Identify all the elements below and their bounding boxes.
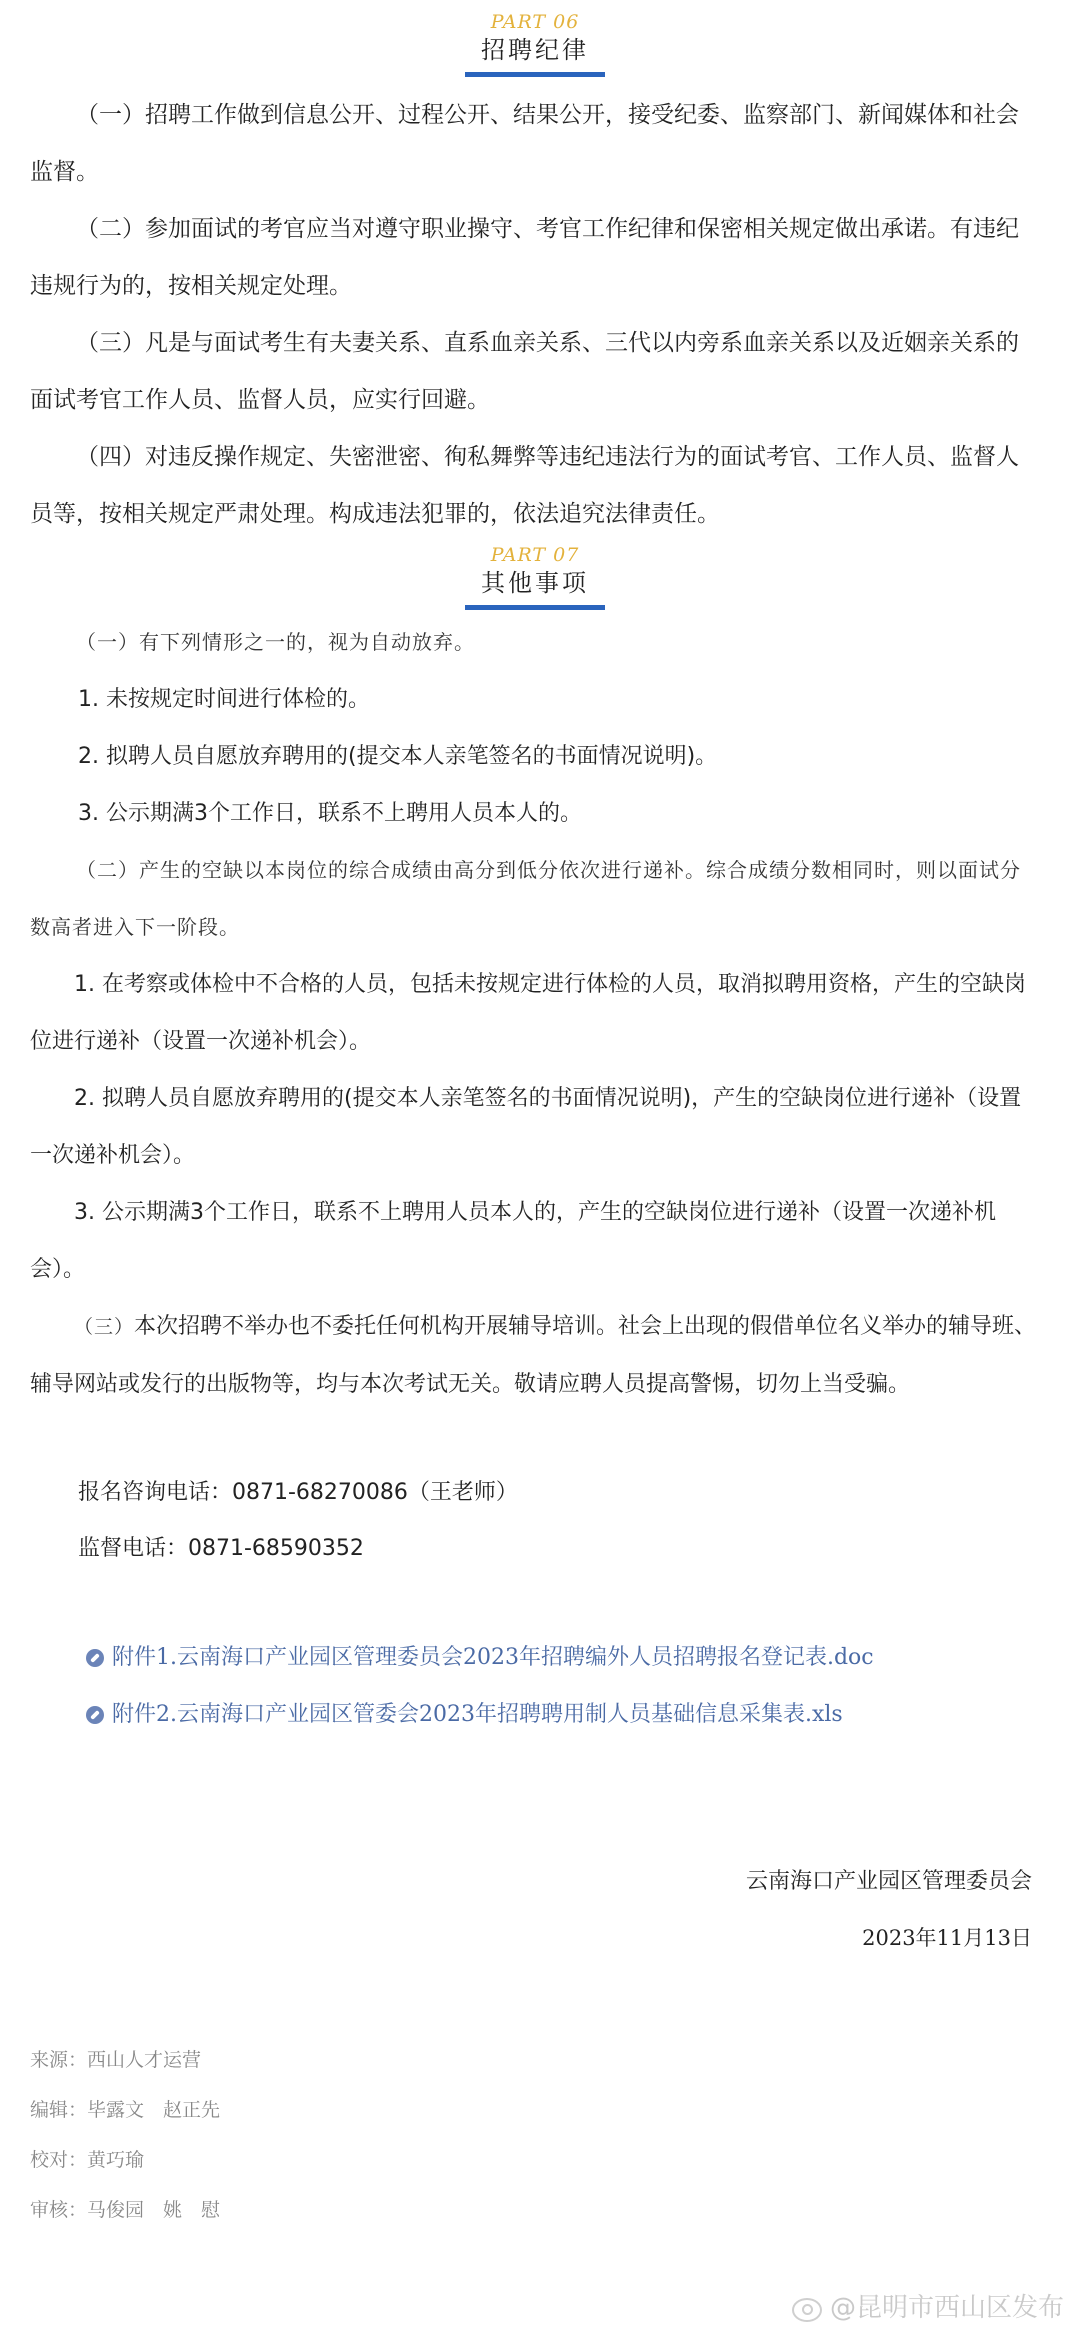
article-body <box>30 0 1040 2235</box>
paragraph-text: 本次招聘不举办也不委托任何机构开展辅导培训。社会上出现的假借单位名义举办的辅导班、辅导网站或发行的出版物等，均与本次考试无关。敬请应聘人员提高警惕，切勿上当受骗。 <box>30 1314 1037 1397</box>
section-header-part06 <box>30 0 1040 77</box>
weibo-watermark <box>790 2287 1064 2324</box>
section-header-part07 <box>30 543 1040 610</box>
list-item: 2. 拟聘人员自愿放弃聘用的(提交本人亲笔签名的书面情况说明)，产生的空缺岗位进行递补（设置一次递补机会）。 <box>30 1086 1022 1168</box>
weibo-icon <box>790 2292 824 2320</box>
list-item: 3. 公示期满3个工作日，联系不上聘用人员本人的，产生的空缺岗位进行递补（设置一次递补机会）。 <box>30 1200 996 1282</box>
watermark-text: @昆明市西山区发布 <box>829 2293 1064 2323</box>
signature-date: 2023年11月13日 <box>862 1926 1032 1950</box>
section-title: 招聘纪律 <box>465 34 605 77</box>
meta-source: 来源：西山人才运营 <box>30 2049 202 2071</box>
part-label: PART 07 <box>490 544 580 566</box>
paragraph: （一）招聘工作做到信息公开、过程公开、结果公开，接受纪委、监察部门、新闻媒体和社会监督。 <box>30 102 1019 185</box>
attachment-label: 附件1.云南海口产业园区管理委员会2023年招聘编外人员招聘报名登记表.doc <box>112 1645 874 1670</box>
link-icon <box>86 1706 104 1724</box>
signup-phone: 报名咨询电话：0871-68270086（王老师） <box>78 1480 518 1505</box>
meta-editor: 编辑：毕露文 赵正先 <box>30 2099 221 2121</box>
supervise-phone: 监督电话：0871-68590352 <box>78 1536 364 1561</box>
meta-review: 审核：马俊园 姚 慰 <box>30 2199 221 2221</box>
meta-proof: 校对：黄巧瑜 <box>30 2149 145 2171</box>
link-icon <box>86 1649 104 1667</box>
attachment-link-2[interactable] <box>30 1686 1040 1743</box>
signature-org: 云南海口产业园区管理委员会 <box>745 1869 1032 1894</box>
paragraph: （二）参加面试的考官应当对遵守职业操守、考官工作纪律和保密相关规定做出承诺。有违纪违规行为的，按相关规定处理。 <box>30 216 1019 299</box>
list-item: 1. 未按规定时间进行体检的。 <box>78 687 370 712</box>
part-label: PART 06 <box>490 11 580 33</box>
subsection-head: （二）产生的空缺以本岗位的综合成绩由高分到低分依次进行递补。综合成绩分数相同时，则以面试分数高者进入下一阶段。 <box>30 858 1021 939</box>
paragraph: （三）凡是与面试考生有夫妻关系、直系血亲关系、三代以内旁系血亲关系以及近姻亲关系的面试考官工作人员、监督人员，应实行回避。 <box>30 330 1019 413</box>
paragraph: （四）对违反操作规定、失密泄密、徇私舞弊等违纪违法行为的面试考官、工作人员、监督人员等，按相关规定严肃处理。构成违法犯罪的，依法追究法律责任。 <box>30 444 1019 527</box>
list-item: 1. 在考察或体检中不合格的人员，包括未按规定进行体检的人员，取消拟聘用资格，产生的空缺岗位进行递补（设置一次递补机会）。 <box>30 972 1026 1054</box>
subsection-prefix: （三） <box>74 1316 135 1338</box>
list-item: 2. 拟聘人员自愿放弃聘用的(提交本人亲笔签名的书面情况说明)。 <box>78 744 718 769</box>
paragraph <box>30 1298 1040 1413</box>
attachment-link-1[interactable] <box>30 1629 1040 1686</box>
section-title: 其他事项 <box>465 567 605 610</box>
subsection-head: （一）有下列情形之一的，视为自动放弃。 <box>76 630 475 654</box>
list-item: 3. 公示期满3个工作日，联系不上聘用人员本人的。 <box>78 801 582 826</box>
attachment-label: 附件2.云南海口产业园区管委会2023年招聘聘用制人员基础信息采集表.xls <box>112 1702 843 1727</box>
